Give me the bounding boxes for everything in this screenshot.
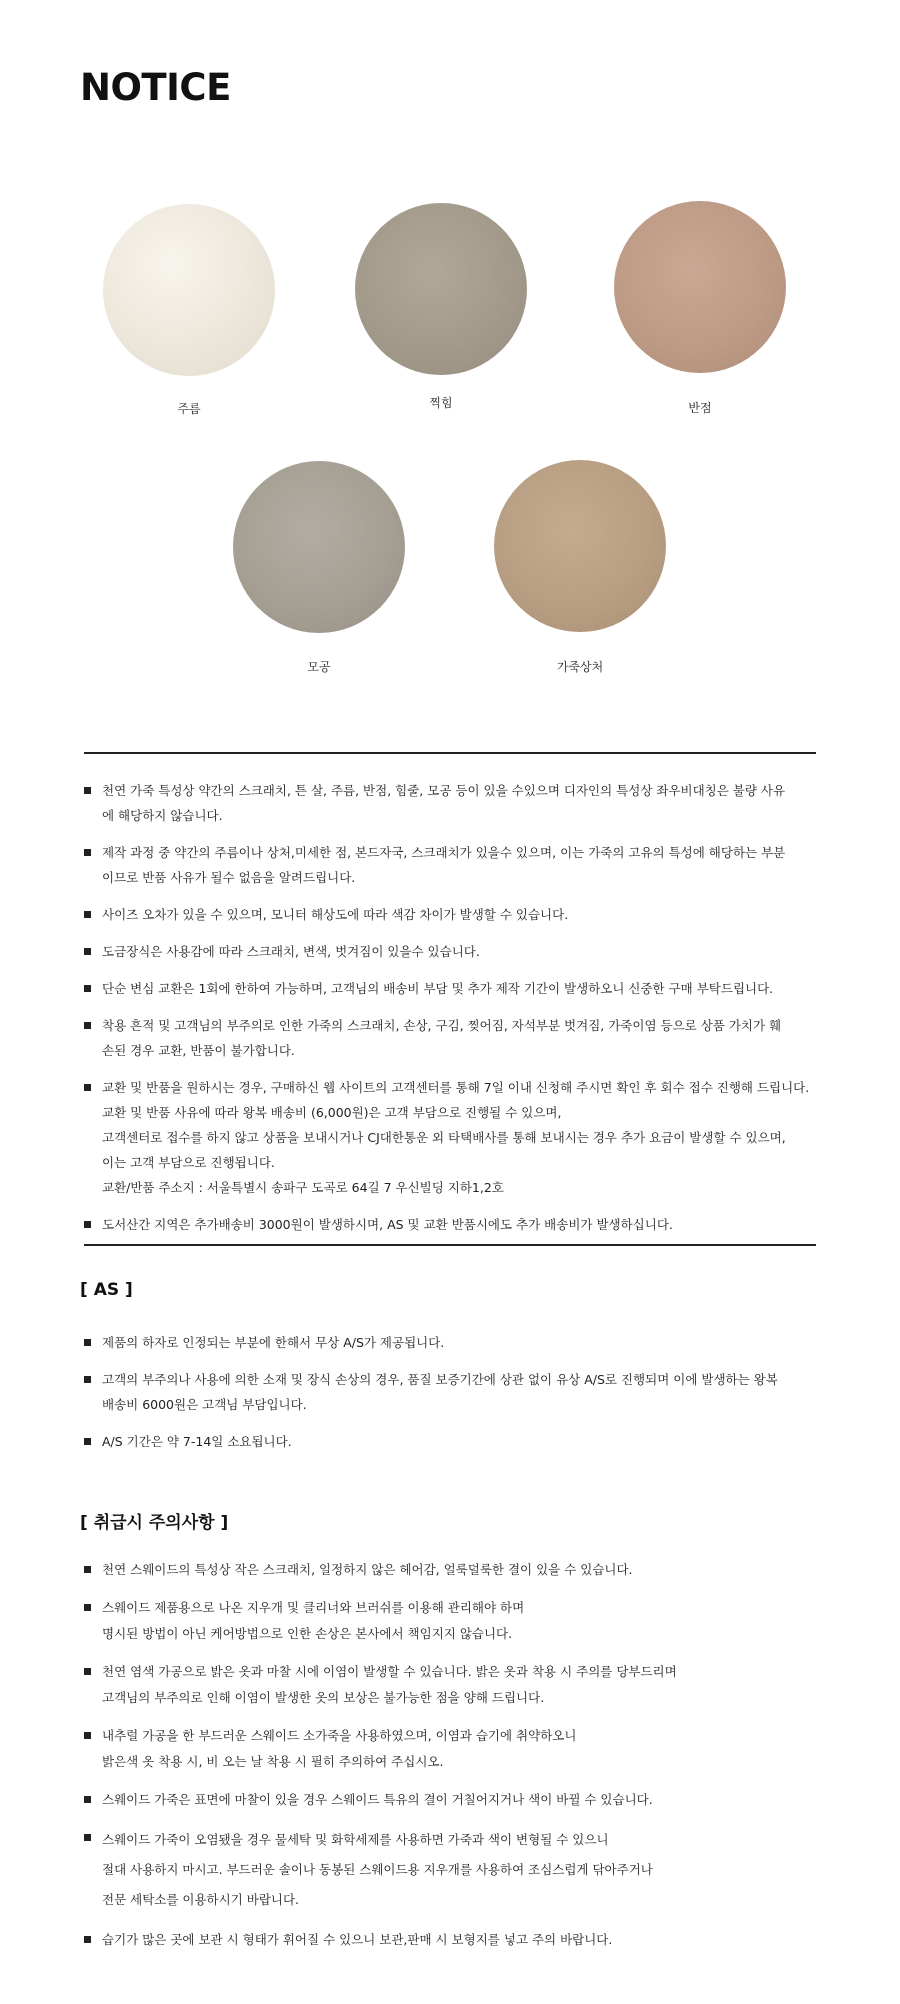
- list-item: 스웨이드 가죽은 표면에 마찰이 있을 경우 스웨이드 특유의 결이 거칠어지거나 색이 바뀔 수 있습니다.: [84, 1787, 844, 1813]
- swatch-wrinkle: [103, 204, 275, 416]
- swatch-spot-image: [614, 201, 786, 373]
- bullet-icon: [84, 1834, 91, 1841]
- notice-divider-top: [84, 752, 816, 754]
- bullet-icon: [84, 948, 91, 955]
- swatch-pore-image: [233, 461, 405, 633]
- list-item: A/S 기간은 약 7-14일 소요됩니다.: [84, 1429, 844, 1454]
- list-item: 사이즈 오차가 있을 수 있으며, 모니터 해상도에 따라 색감 차이가 발생할 수 있습니다.: [84, 902, 844, 927]
- list-item: 천연 스웨이드의 특성상 작은 스크래치, 일정하지 않은 헤어감, 얼룩덜룩한 결이 있을 수 있습니다.: [84, 1557, 844, 1583]
- bullet-icon: [84, 787, 91, 794]
- list-item: 고객의 부주의나 사용에 의한 소재 및 장식 손상의 경우, 품질 보증기간에 상관 없이 유상 A/S로 진행되며 이에 발생하는 왕복 배송비 6000원은 고객님 부담입니다.: [84, 1367, 844, 1417]
- bullet-icon: [84, 1604, 91, 1611]
- bullet-icon: [84, 849, 91, 856]
- bullet-icon: [84, 1339, 91, 1346]
- swatch-scar-image: [494, 460, 666, 632]
- list-item: 천연 가죽 특성상 약간의 스크래치, 튼 살, 주름, 반점, 힘줄, 모공 등이 있을 수있으며 디자인의 특성상 좌우비대칭은 불량 사유 에 해당하지 않습니다.: [84, 778, 844, 828]
- list-item: 제작 과정 중 약간의 주름이나 상처,미세한 점, 본드자국, 스크래치가 있을수 있으며, 이는 가죽의 고유의 특성에 해당하는 부분 이므로 반품 사유가 될수 없음을 알려드립니다.: [84, 840, 844, 890]
- list-item: 교환 및 반품을 원하시는 경우, 구매하신 웹 사이트의 고객센터를 통해 7일 이내 신청해 주시면 확인 후 회수 접수 진행해 드립니다. 교환 및 반품 사유에 따라 왕복 배송비 (6,000원)은 고객 부담으로 진행될 수 있으며, 고객센터로 접수를 하지 않고 상품을 보내시거나 CJ대한통운 외 타택배사를 통해 보내시는 경우 추가 요금이 발생할 수 있으며, 이는 고객 부담으로 진행됩니다. 교환/반품 주소지 : 서울특별시 송파구 도곡로 64길 7 우신빌딩 지하1,2호: [84, 1075, 844, 1200]
- notice-divider-bottom: [84, 1244, 816, 1246]
- swatch-label: 가죽상처: [556, 660, 604, 674]
- bullet-icon: [84, 1566, 91, 1573]
- swatch-dent-image: [355, 203, 527, 375]
- swatch-spot: [614, 201, 786, 415]
- bullet-icon: [84, 1668, 91, 1675]
- care-heading: [ 취급시 주의사항 ]: [80, 1513, 229, 1533]
- list-item: 스웨이드 가죽이 오염됐을 경우 물세탁 및 화학세제를 사용하면 가죽과 색이 변형될 수 있으니 절대 사용하지 마시고. 부드러운 솔이나 동봉된 스웨이드용 지우개를 사용하여 조심스럽게 닦아주거나 전문 세탁소를 이용하시기 바랍니다.: [84, 1825, 844, 1915]
- bullet-icon: [84, 1936, 91, 1943]
- bullet-icon: [84, 1438, 91, 1445]
- swatch-label: 모공: [307, 660, 331, 674]
- care-list: [84, 1557, 844, 1953]
- notice-list: [84, 778, 844, 1237]
- swatch-pore: [233, 461, 405, 674]
- swatch-dent: [355, 203, 527, 410]
- swatch-scar: [494, 460, 666, 674]
- bullet-icon: [84, 1796, 91, 1803]
- list-item: 제품의 하자로 인정되는 부분에 한해서 무상 A/S가 제공됩니다.: [84, 1330, 844, 1355]
- bullet-icon: [84, 1022, 91, 1029]
- swatch-label: 반점: [688, 401, 712, 415]
- swatch-wrinkle-image: [103, 204, 275, 376]
- list-item: 도금장식은 사용감에 따라 스크래치, 변색, 벗겨짐이 있을수 있습니다.: [84, 939, 844, 964]
- swatch-label: 주름: [177, 402, 201, 416]
- list-item: 착용 흔적 및 고객님의 부주의로 인한 가죽의 스크래치, 손상, 구김, 찢어짐, 자석부분 벗겨짐, 가죽이염 등으로 상품 가치가 훼 손된 경우 교환, 반품이 불가합니다.: [84, 1013, 844, 1063]
- list-item: 단순 변심 교환은 1회에 한하여 가능하며, 고객님의 배송비 부담 및 추가 제작 기간이 발생하오니 신중한 구매 부탁드립니다.: [84, 976, 844, 1001]
- bullet-icon: [84, 1376, 91, 1383]
- bullet-icon: [84, 1084, 91, 1091]
- bullet-icon: [84, 911, 91, 918]
- bullet-icon: [84, 985, 91, 992]
- list-item: 습기가 많은 곳에 보관 시 형태가 휘어질 수 있으니 보관,판매 시 보형지를 넣고 주의 바랍니다.: [84, 1927, 844, 1953]
- list-item: 도서산간 지역은 추가배송비 3000원이 발생하시며, AS 및 교환 반품시에도 추가 배송비가 발생하십니다.: [84, 1212, 844, 1237]
- bullet-icon: [84, 1732, 91, 1739]
- list-item: 내추럴 가공을 한 부드러운 스웨이드 소가죽을 사용하였으며, 이염과 습기에 취약하오니 밝은색 옷 착용 시, 비 오는 날 착용 시 필히 주의하여 주십시오.: [84, 1723, 844, 1775]
- as-heading: [ AS ]: [80, 1280, 133, 1300]
- list-item: 스웨이드 제품용으로 나온 지우개 및 클리너와 브러쉬를 이용해 관리해야 하며 명시된 방법이 아닌 케어방법으로 인한 손상은 본사에서 책임지지 않습니다.: [84, 1595, 844, 1647]
- bullet-icon: [84, 1221, 91, 1228]
- as-list: [84, 1330, 844, 1454]
- swatch-label: 찍힘: [429, 396, 453, 410]
- list-item: 천연 염색 가공으로 밝은 옷과 마찰 시에 이염이 발생할 수 있습니다. 밝은 옷과 착용 시 주의를 당부드리며 고객님의 부주의로 인해 이염이 발생한 옷의 보상은 불가능한 점을 양해 드립니다.: [84, 1659, 844, 1711]
- page-title: NOTICE: [80, 66, 231, 109]
